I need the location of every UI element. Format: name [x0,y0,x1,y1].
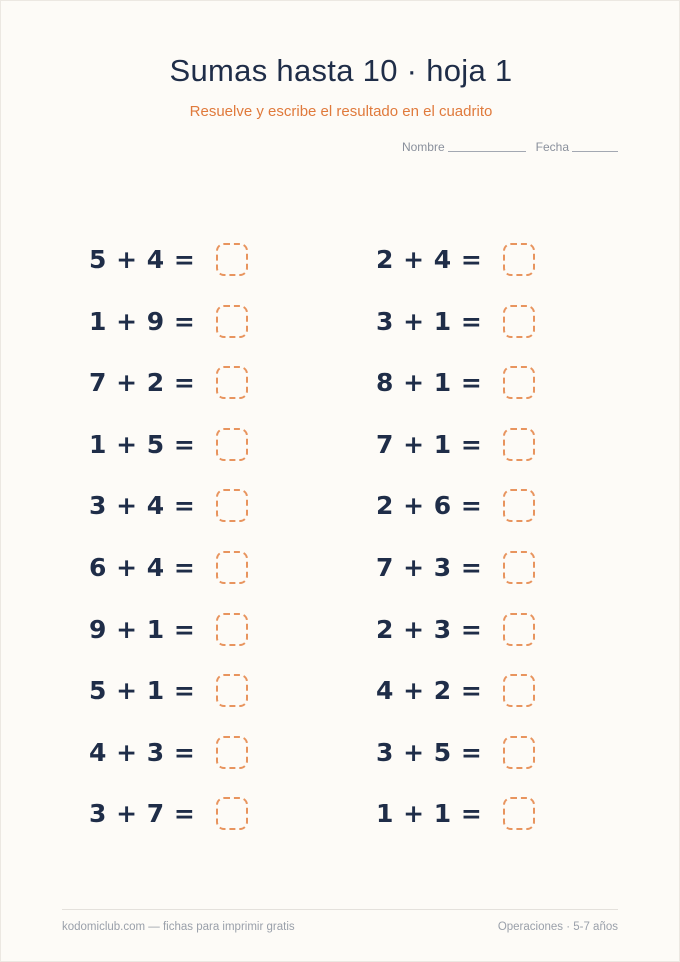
exercise-right-9 [376,734,535,770]
answer-box[interactable] [503,736,535,769]
answer-box[interactable] [503,243,535,276]
exercise-expression: 7 + 2 = [89,367,196,397]
answer-box[interactable] [216,736,248,769]
exercise-expression: 6 + 4 = [89,552,196,582]
answer-box[interactable] [216,305,248,338]
exercise-expression: 9 + 1 = [89,614,196,644]
name-field [402,140,526,154]
exercise-right-5 [376,487,535,523]
answer-box[interactable] [216,551,248,584]
answer-box[interactable] [216,243,248,276]
answer-box[interactable] [503,305,535,338]
answer-box[interactable] [503,366,535,399]
exercise-expression: 4 + 2 = [376,675,483,705]
student-fields [402,140,618,154]
exercise-expression: 5 + 1 = [89,675,196,705]
exercise-expression: 7 + 3 = [376,552,483,582]
exercise-left-7 [89,611,248,647]
exercise-right-10 [376,795,535,831]
footer-site-text: kodomiclub.com — fichas para imprimir gratis [62,921,295,933]
date-line[interactable] [572,150,618,152]
exercise-expression: 4 + 3 = [89,737,196,767]
exercise-left-6 [89,549,248,585]
exercise-right-6 [376,549,535,585]
name-label: Nombre [401,140,445,154]
exercise-expression: 2 + 6 = [376,490,483,520]
exercise-expression: 1 + 9 = [89,306,196,336]
exercise-right-2 [376,303,535,339]
exercise-expression: 3 + 1 = [376,306,483,336]
exercise-left-1 [89,241,248,277]
exercise-left-8 [89,672,248,708]
worksheet-title: Sumas hasta 10 · hoja 1 [169,53,513,88]
exercise-left-10 [89,795,248,831]
answer-box[interactable] [216,489,248,522]
exercise-right-1 [376,241,535,277]
answer-box[interactable] [503,613,535,646]
answer-box[interactable] [503,489,535,522]
answer-box[interactable] [503,674,535,707]
footer-divider [62,909,618,910]
exercise-expression: 3 + 5 = [376,737,483,767]
exercise-expression: 1 + 5 = [89,429,196,459]
exercise-expression: 2 + 3 = [376,614,483,644]
exercise-expression: 5 + 4 = [89,244,196,274]
exercise-right-7 [376,611,535,647]
answer-box[interactable] [503,428,535,461]
answer-box[interactable] [503,797,535,830]
answer-box[interactable] [216,797,248,830]
exercise-left-3 [89,364,248,400]
exercise-right-3 [376,364,535,400]
footer-category-text: Operaciones · 5-7 años [497,921,618,933]
exercise-expression: 3 + 7 = [89,798,196,828]
date-label: Fecha [535,140,569,154]
answer-box[interactable] [216,428,248,461]
exercise-right-4 [376,426,535,462]
exercise-expression: 7 + 1 = [376,429,483,459]
exercise-left-4 [89,426,248,462]
worksheet-subtitle: Resuelve y escribe el resultado en el cuadrito [189,103,493,120]
exercise-left-2 [89,303,248,339]
name-line[interactable] [448,150,526,152]
answer-box[interactable] [216,366,248,399]
exercise-expression: 3 + 4 = [89,490,196,520]
exercise-left-9 [89,734,248,770]
exercise-expression: 1 + 1 = [376,798,483,828]
exercise-expression: 8 + 1 = [376,367,483,397]
exercise-right-8 [376,672,535,708]
date-field [536,140,618,154]
answer-box[interactable] [216,613,248,646]
answer-box[interactable] [216,674,248,707]
exercise-expression: 2 + 4 = [376,244,483,274]
exercise-left-5 [89,487,248,523]
answer-box[interactable] [503,551,535,584]
